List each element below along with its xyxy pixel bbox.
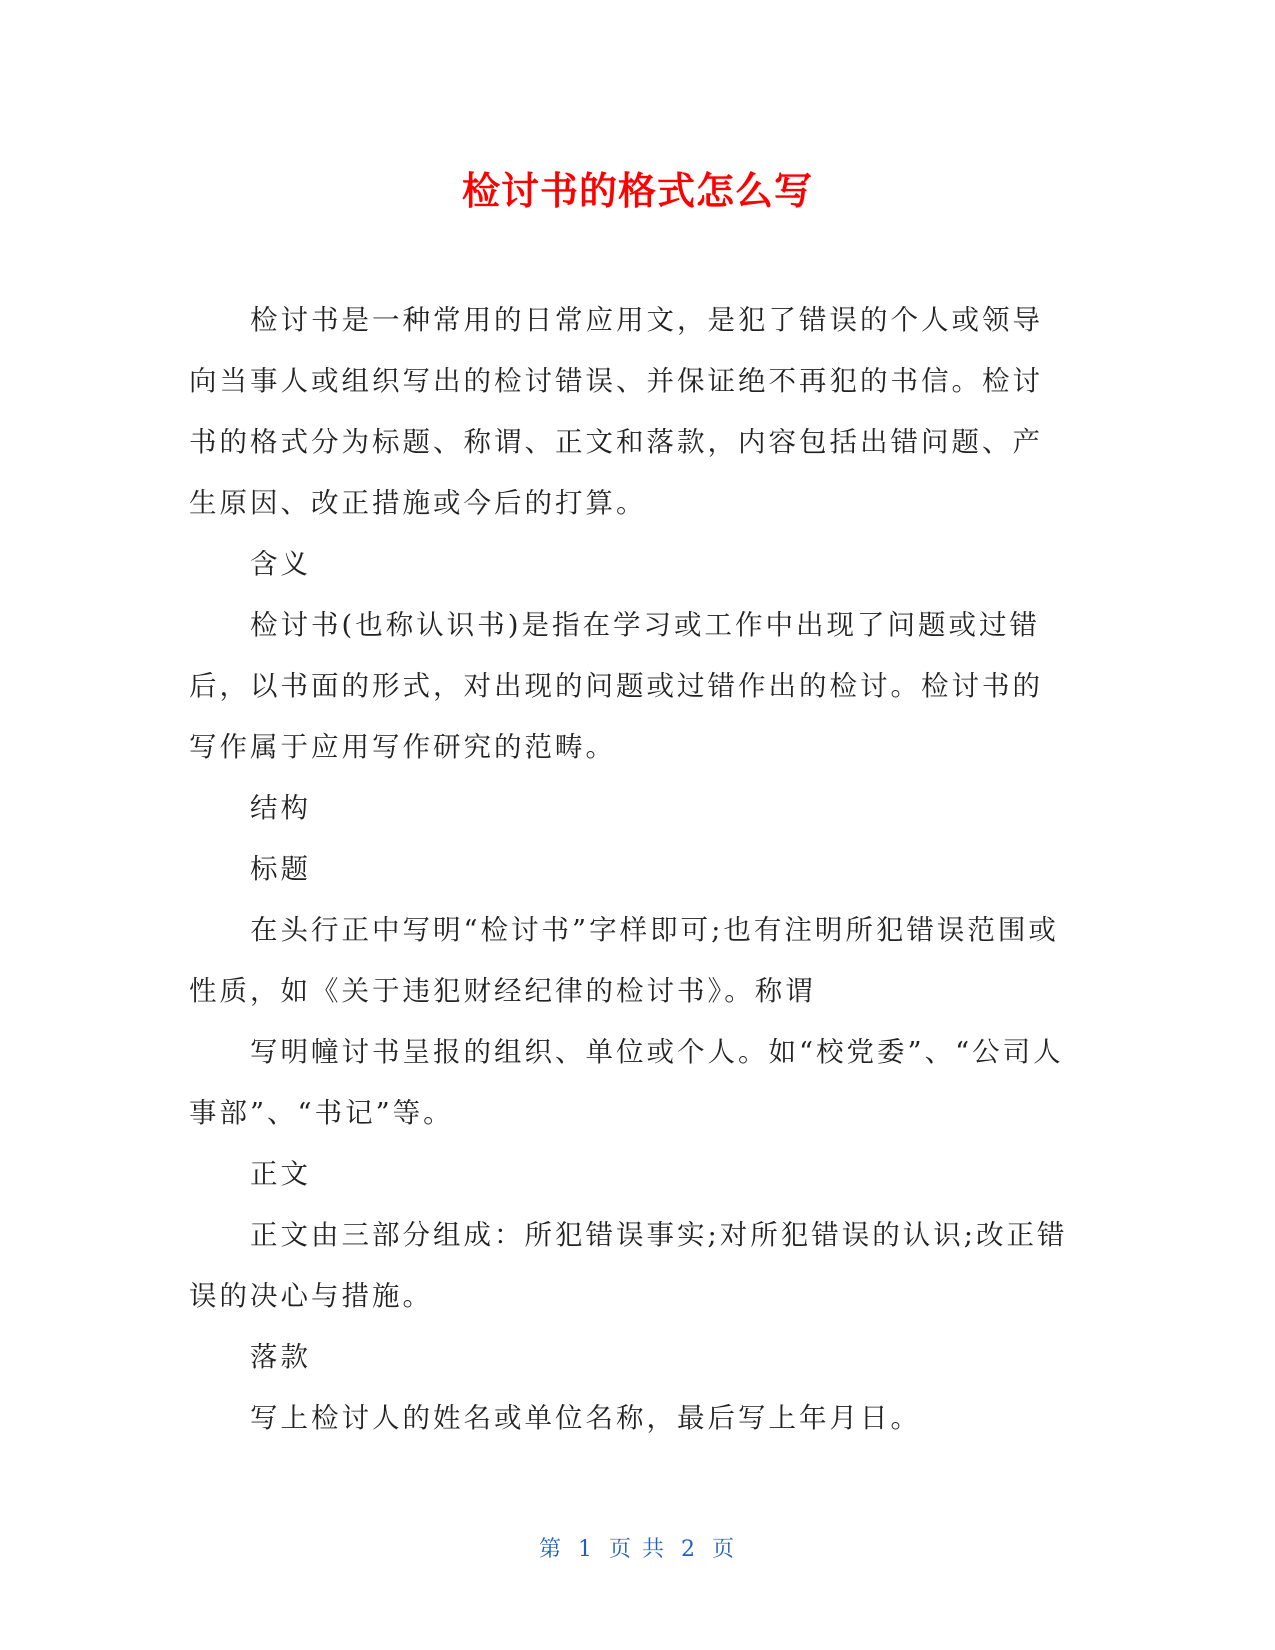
heading-structure: 结构 [250,792,311,824]
paragraph-body-section: 正文由三部分组成：所犯错误事实;对所犯错误的认识;改正错误的决心与措施。 [189,1219,1068,1312]
heading-meaning: 含义 [250,548,311,580]
paragraph-salutation: 写明幢讨书呈报的组织、单位或个人。如“校党委”、“公司人事部”、“书记”等。 [189,1036,1064,1129]
heading-title-section: 标题 [250,853,311,885]
page-number-footer [0,1532,1275,1563]
paragraph-signature-section: 写上检讨人的姓名或单位名称，最后写上年月日。 [250,1402,921,1434]
page-current: 1 [578,1537,594,1562]
heading-signature-section: 落款 [250,1341,311,1373]
paragraph-meaning: 检讨书(也称认识书)是指在学习或工作中出现了问题或过错后，以书面的形式，对出现的问题或过错作出的检讨。检讨书的写作属于应用写作研究的范畴。 [189,609,1043,763]
document-body [189,290,1069,1449]
page-mid: 页 共 [609,1537,666,1562]
document-title: 检讨书的格式怎么写 [461,169,813,213]
page-total: 2 [681,1537,697,1562]
paragraph-intro: 检讨书是一种常用的日常应用文，是犯了错误的个人或领导向当事人或组织写出的检讨错误、并保证绝不再犯的书信。检讨书的格式分为标题、称谓、正文和落款，内容包括出错问题、产生原因、改正措施或今后的打算。 [189,304,1043,519]
page-prefix: 第 [538,1537,563,1562]
heading-body-section: 正文 [250,1158,311,1190]
paragraph-title-section: 在头行正中写明“检讨书”字样即可;也有注明所犯错误范围或性质，如《关于违犯财经纪律的检讨书》。称谓 [189,914,1059,1007]
page-suffix: 页 [712,1537,737,1562]
